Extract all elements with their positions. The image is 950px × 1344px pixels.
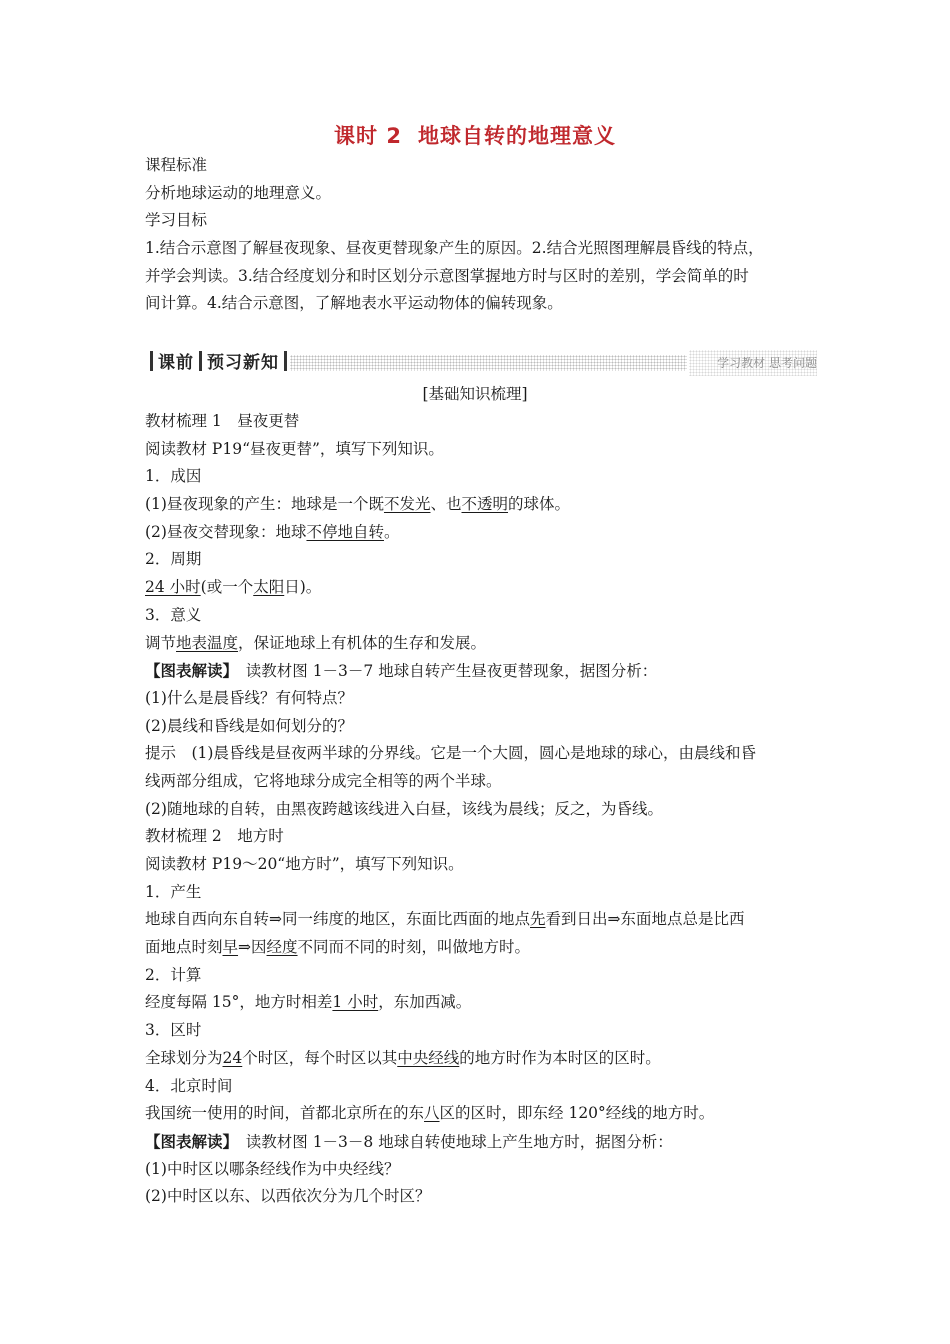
text: 调节 (145, 633, 177, 652)
section-tag-1: 课前 (158, 353, 194, 373)
text: ，保证地球上有机体的生存和发展。 (238, 633, 487, 652)
fill-answer: 不停地自转 (306, 522, 384, 541)
learning-goals-heading: 学习目标 (145, 211, 208, 230)
course-standard-heading: 课程标准 (145, 156, 208, 174)
text: 不同而不同的时刻，叫做地方时。 (297, 938, 531, 957)
learning-goals-line-3: 间计算。4.结合示意图，了解地表水平运动物体的偏转现象。 (145, 294, 563, 313)
item-cause-1 (145, 491, 810, 519)
fill-answer: 先 (530, 910, 546, 929)
learning-goals-line-1: 1.结合示意图了解昼夜现象、昼夜更替现象产生的原因。2.结合光照图理解晨昏线的特点， (145, 239, 764, 258)
section-hint: 学习教材 思考问题 (689, 350, 817, 376)
intro-section (145, 152, 810, 318)
question-2: (2)晨线和昏线是如何划分的？ (145, 716, 353, 735)
text: (1)昼夜现象的产生：地球是一个既 (145, 495, 384, 514)
item-beijing-text (145, 1100, 810, 1128)
material-heading-1: 教材梳理 1 昼夜更替 (145, 412, 300, 430)
section-tag (145, 350, 292, 376)
section-tag-2: 预习新知 (207, 353, 279, 373)
text: 读教材图 1－3－7 地球自转产生昼夜更替现象，据图分析： (230, 662, 658, 681)
text: 的球体。 (508, 495, 571, 514)
material-heading-2: 教材梳理 2 地方时 (145, 827, 284, 846)
text: (2)昼夜交替现象：地球 (145, 522, 307, 541)
text: 读教材图 1－3－8 地球自转使地球上产生地方时，据图分析： (230, 1132, 673, 1151)
item-origin-line-1 (145, 906, 810, 934)
fill-answer: 不透明 (461, 495, 509, 514)
item-calc-heading: 2．计算 (145, 965, 202, 984)
fill-answer: 24 (222, 1048, 243, 1067)
item-zone-text (145, 1045, 810, 1073)
text: 日)。 (284, 578, 322, 597)
text: 全球划分为 (145, 1048, 223, 1067)
item-period-text (145, 574, 810, 602)
fill-answer: 24 小时 (145, 578, 201, 597)
item-period-heading: 2．周期 (145, 550, 202, 569)
item-meaning-heading: 3．意义 (145, 605, 202, 624)
title-lesson-number: 课时 2 (334, 124, 402, 148)
fill-answer: 经度 (266, 938, 298, 957)
item-calc-text (145, 989, 810, 1017)
fill-answer: 1 小时 (332, 993, 379, 1012)
fill-answer: 中央经线 (397, 1048, 460, 1067)
reading-instruction-1: 阅读教材 P19“昼夜更替”，填写下列知识。 (145, 439, 444, 458)
question-3: (1)中时区以哪条经线作为中央经线？ (145, 1159, 400, 1178)
figure-analysis-1 (145, 657, 810, 685)
title-topic: 地球自转的地理意义 (417, 124, 616, 148)
fill-answer: 地表温度 (176, 633, 239, 652)
text: 区的区时，即东经 120°经线的地方时。 (439, 1104, 715, 1123)
text: 我国统一使用的时间，首都北京所在的东 (145, 1104, 425, 1123)
figure-analysis-label: 【图表解读】 (145, 661, 231, 681)
main-content (145, 408, 810, 1211)
page-title (0, 120, 950, 150)
section-banner (145, 350, 817, 376)
text: 。 (383, 522, 400, 541)
section-divider (290, 355, 687, 371)
item-origin-heading: 1．产生 (145, 882, 202, 901)
text: ，东加西减。 (378, 993, 472, 1012)
reading-instruction-2: 阅读教材 P19～20“地方时”，填写下列知识。 (145, 855, 464, 873)
question-4: (2)中时区以东、以西依次分为几个时区？ (145, 1187, 431, 1206)
item-cause-heading: 1．成因 (145, 467, 202, 486)
hint-line-3: (2)随地球的自转，由黑夜跨越该线进入白昼，该线为晨线；反之，为昏线。 (145, 799, 663, 818)
text: 看到日出⇒东面地点总是比西 (545, 910, 745, 929)
text: ⇒因 (238, 938, 267, 957)
item-origin-line-2 (145, 934, 810, 962)
subheading: [基础知识梳理] (422, 385, 528, 403)
fill-answer: 早 (222, 938, 239, 957)
figure-analysis-2 (145, 1128, 810, 1156)
text: 地球自西向东自转⇒同一纬度的地区，东面比西面的地点 (145, 910, 530, 929)
item-meaning-text (145, 630, 810, 658)
text: 的地方时作为本时区的区时。 (459, 1048, 661, 1067)
course-standard-text: 分析地球运动的地理意义。 (145, 183, 332, 202)
question-1: (1)什么是晨昏线？有何特点？ (145, 688, 353, 707)
item-cause-2 (145, 519, 810, 547)
fill-answer: 太阳 (253, 578, 285, 597)
learning-goals-line-2: 并学会判读。3.结合经度划分和时区划分示意图掌握地方时与区时的差别，学会简单的时 (145, 266, 749, 285)
fill-answer: 八 (424, 1104, 440, 1123)
text: 面地点时刻 (145, 938, 223, 957)
fill-answer: 不发光 (383, 495, 431, 514)
figure-analysis-label: 【图表解读】 (145, 1131, 231, 1151)
text: (或一个 (200, 578, 254, 597)
text: 个时区，每个时区以其 (242, 1048, 398, 1067)
hint-line-1: 提示 (1)晨昏线是昼夜两半球的分界线。它是一个大圆，圆心是地球的球心，由晨线和昏 (145, 744, 756, 763)
item-zone-heading: 3．区时 (145, 1021, 202, 1040)
hint-line-2: 线两部分组成，它将地球分成完全相等的两个半球。 (145, 771, 502, 790)
item-beijing-heading: 4．北京时间 (145, 1076, 233, 1095)
text: 经度每隔 15°，地方时相差 (145, 993, 333, 1012)
text: 、也 (430, 495, 462, 514)
